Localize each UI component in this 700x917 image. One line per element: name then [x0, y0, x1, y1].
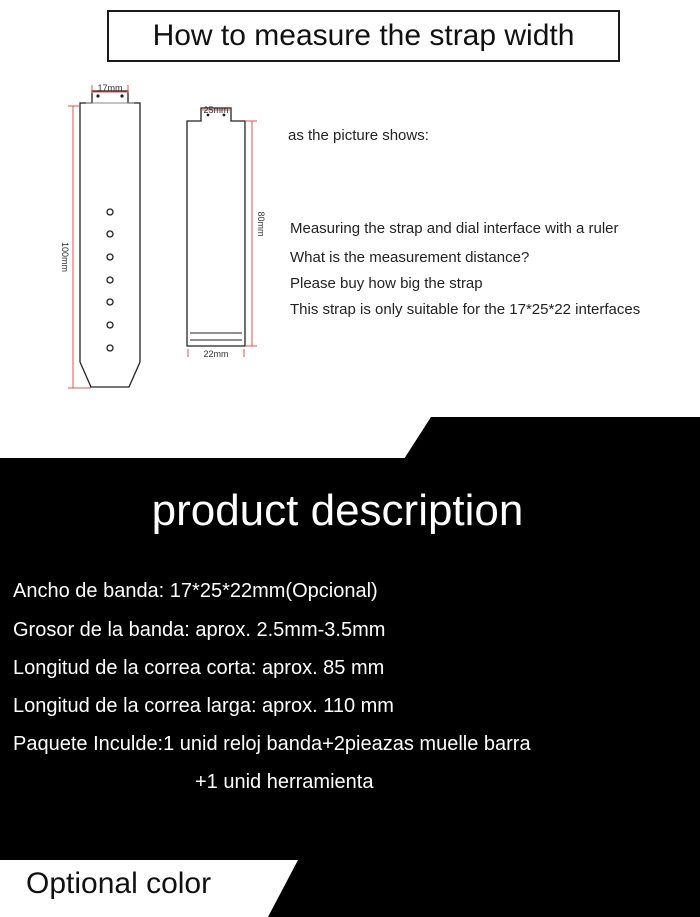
note-line: Please buy how big the strap	[290, 275, 483, 292]
note-line: This strap is only suitable for the 17*25*22 interfaces	[290, 301, 641, 318]
description-line: Longitud de la correa larga: aprox. 110 mm	[13, 695, 394, 717]
note-line: Measuring the strap and dial interface with a ruler	[290, 220, 619, 237]
note-line: What is the measurement distance?	[290, 249, 530, 266]
short-strap-drawing	[68, 85, 140, 388]
optional-color-heading: Optional color	[26, 867, 212, 900]
short-strap-width-label: 17mm	[97, 83, 123, 93]
short-strap-length-label: 100mm	[60, 241, 70, 273]
section-divider-wedge	[0, 417, 700, 459]
long-strap-length-label: 80mm	[256, 211, 266, 237]
description-line: +1 unid herramienta	[195, 771, 374, 793]
description-line: Longitud de la correa corta: aprox. 85 mm	[13, 657, 385, 679]
intro-text: as the picture shows:	[288, 127, 429, 144]
long-strap-drawing	[187, 108, 257, 357]
long-strap-bottom-width-label: 22mm	[203, 349, 229, 359]
description-line: Ancho de banda: 17*25*22mm(Opcional)	[13, 580, 378, 602]
strap-measurement-diagram	[0, 0, 700, 400]
page-title: How to measure the strap width	[107, 10, 620, 62]
description-line: Grosor de la banda: aprox. 2.5mm-3.5mm	[13, 619, 386, 641]
description-line: Paquete Inculde:1 unid reloj banda+2pieazas muelle barra	[13, 733, 531, 755]
long-strap-top-width-label: 25mm	[203, 105, 229, 115]
product-description-title: product description	[151, 486, 524, 535]
